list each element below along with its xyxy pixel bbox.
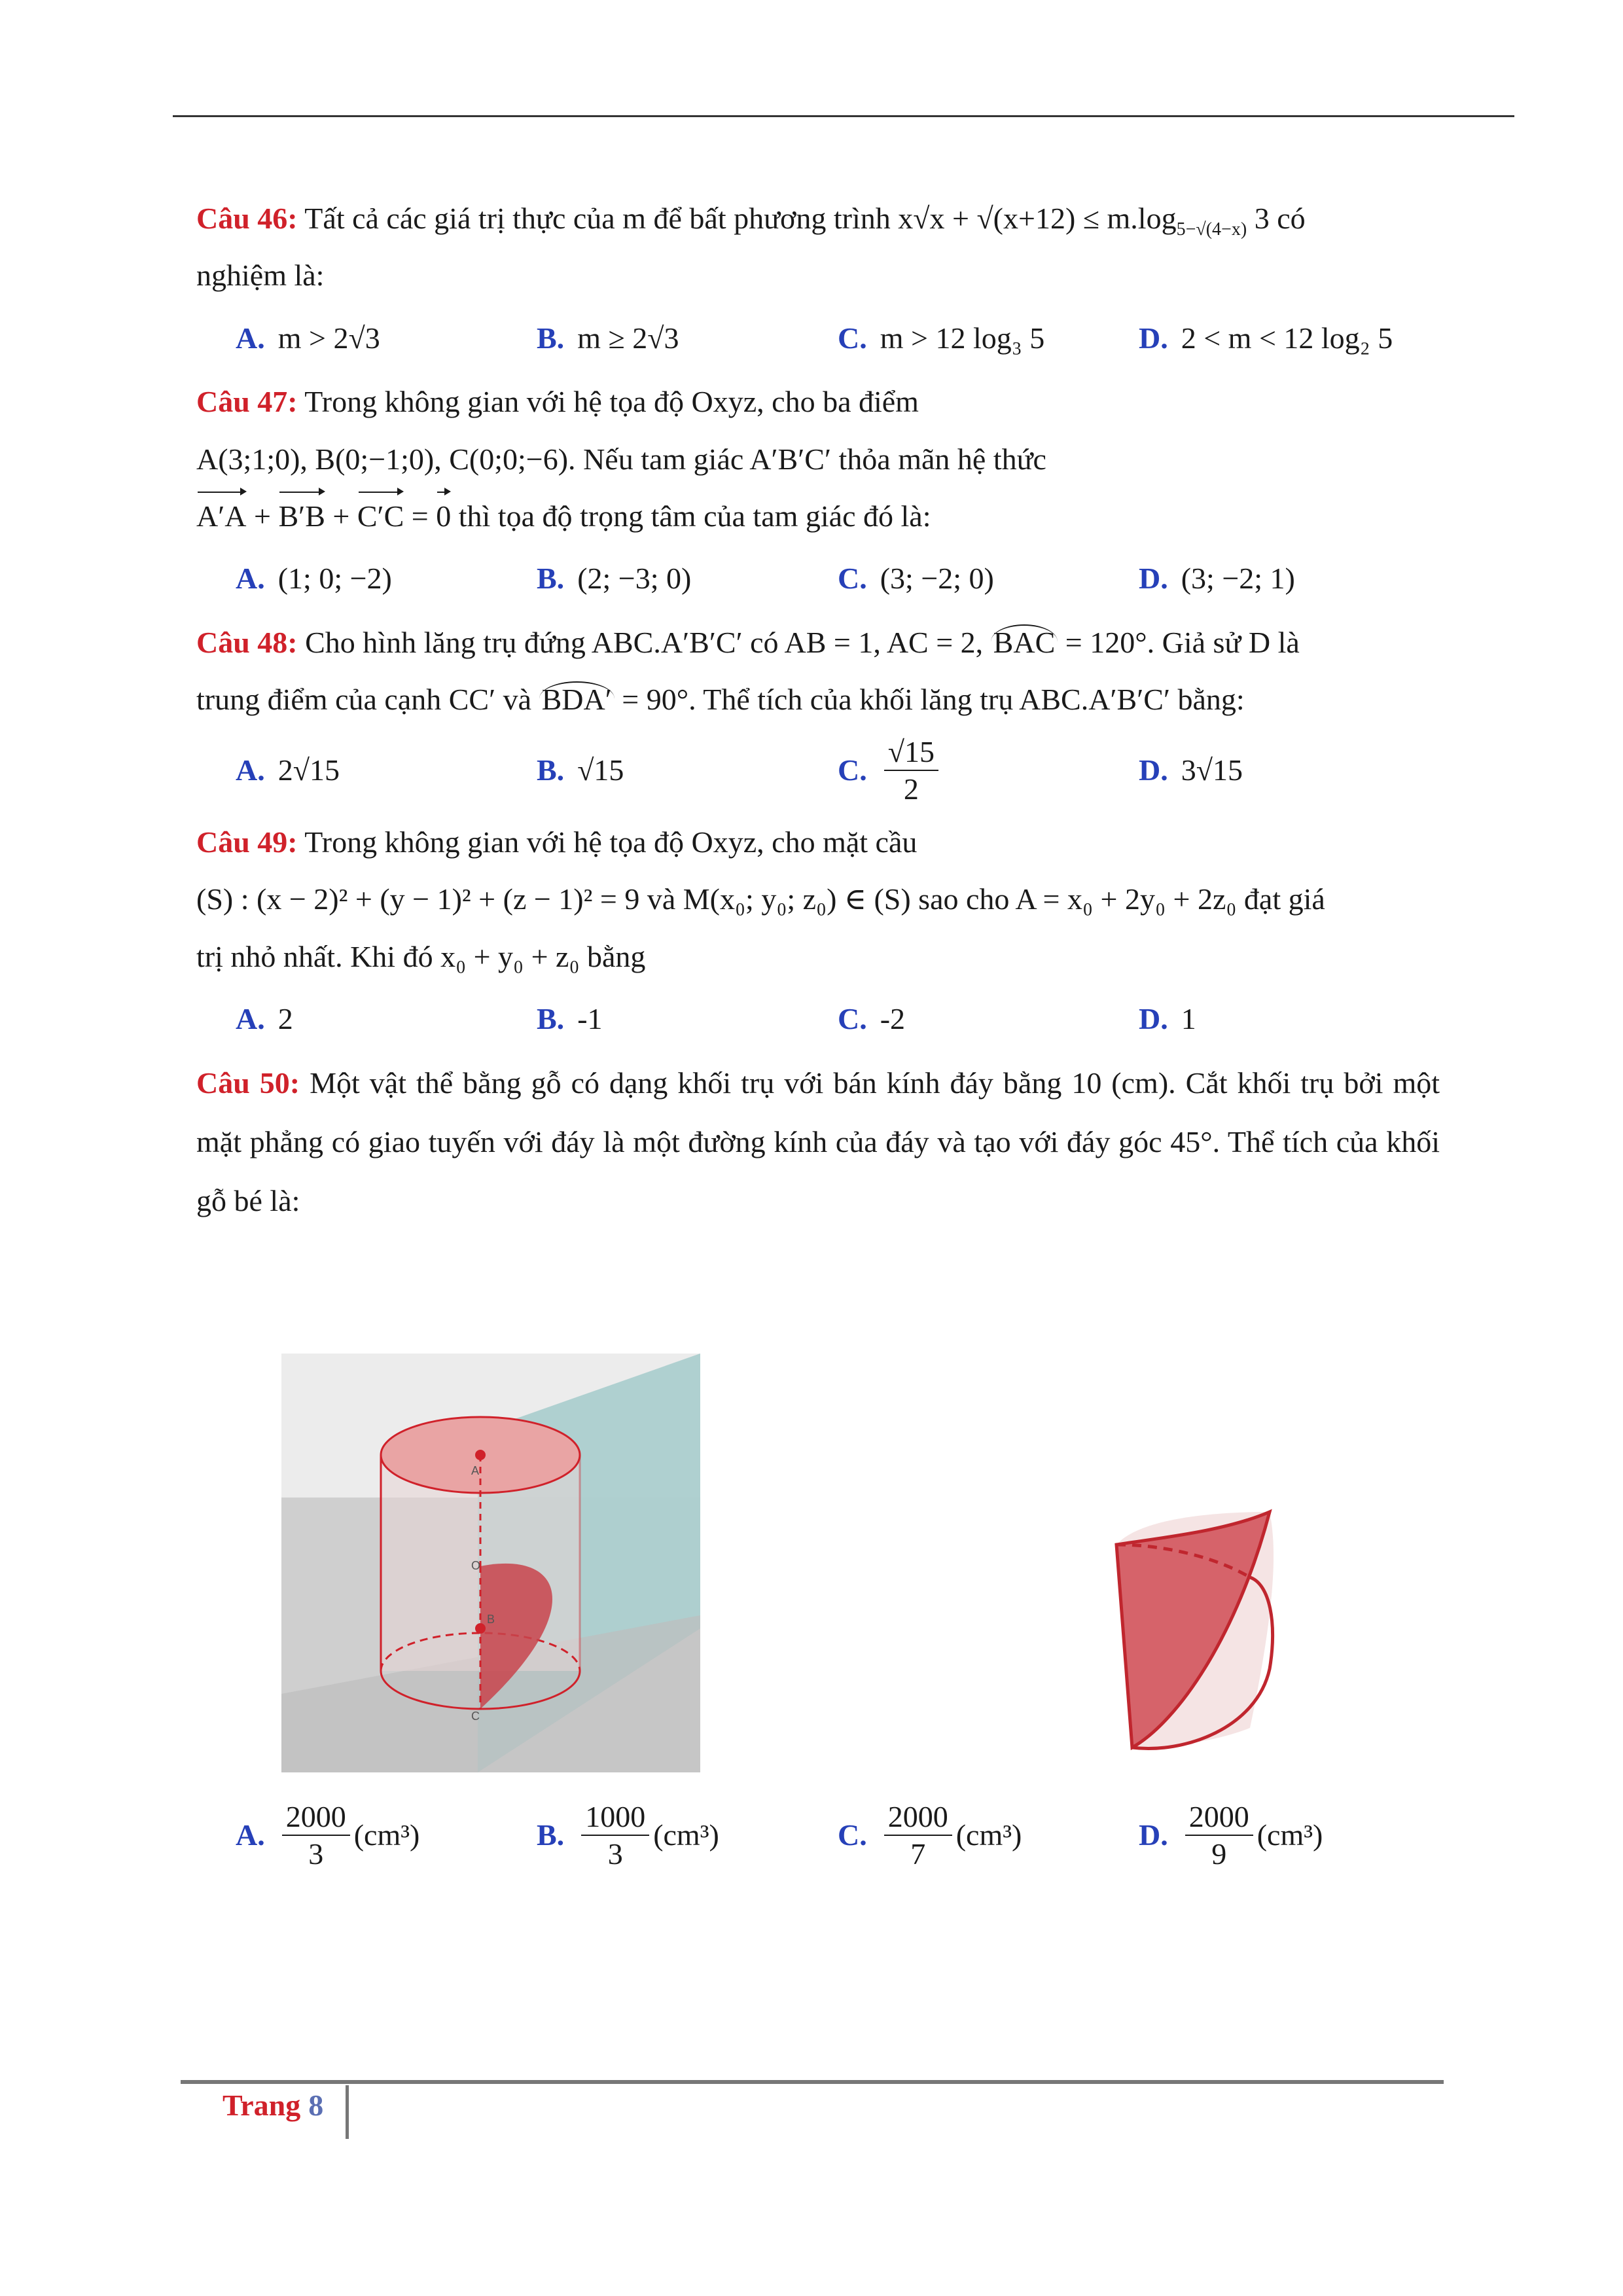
option-value: √15 bbox=[577, 753, 624, 787]
page-number: 8 bbox=[308, 2089, 324, 2122]
numerator: √15 bbox=[884, 734, 938, 771]
option-value: (3; −2; 1) bbox=[1181, 562, 1295, 596]
numerator: 2000 bbox=[1185, 1799, 1253, 1836]
options-50 bbox=[236, 1799, 1440, 1872]
option-letter: C. bbox=[838, 321, 867, 355]
option-d[interactable] bbox=[1139, 1799, 1440, 1872]
question-49 bbox=[196, 814, 1440, 985]
options-46 bbox=[236, 310, 1440, 367]
question-label: Câu 50: bbox=[196, 1066, 300, 1100]
option-letter: B. bbox=[537, 1818, 565, 1852]
option-letter: B. bbox=[537, 562, 565, 596]
question-text-b: = 90°. Thể tích của khối lăng trụ ABC.A′B′C′ bằng: bbox=[622, 683, 1245, 717]
option-value: 2 bbox=[277, 1002, 293, 1036]
option-c[interactable] bbox=[838, 734, 1139, 807]
unit: (cm³) bbox=[653, 1818, 719, 1852]
inequality-expression: x√x + √(x+12) ≤ m.log bbox=[898, 202, 1177, 235]
vector-c: C′C bbox=[357, 488, 404, 545]
option-letter: B. bbox=[537, 753, 565, 787]
option-b[interactable] bbox=[537, 734, 838, 807]
denominator: 9 bbox=[1211, 1837, 1227, 1871]
question-50 bbox=[196, 1054, 1440, 1230]
unit: (cm³) bbox=[353, 1818, 420, 1852]
option-letter: C. bbox=[838, 562, 867, 596]
option-d[interactable] bbox=[1139, 550, 1440, 607]
denominator: 7 bbox=[910, 1837, 926, 1871]
option-value: (3; −2; 0) bbox=[880, 562, 994, 596]
option-letter: A. bbox=[236, 321, 265, 355]
question-text: Một vật thể bằng gỗ có dạng khối trụ với bán kính đáy bằng 10 (cm). Cắt khối trụ bởi một mặt phẳng có giao tuyến với đáy là một đường kính của đáy và tạo với đáy góc 45°. Thể tích của khối gỗ bé là: bbox=[196, 1066, 1440, 1217]
option-letter: B. bbox=[537, 1002, 565, 1036]
option-value: 2√15 bbox=[277, 753, 340, 787]
options-47 bbox=[236, 550, 1440, 607]
option-value: m > 2√3 bbox=[277, 321, 380, 355]
option-a[interactable] bbox=[236, 734, 537, 807]
numerator: 2000 bbox=[282, 1799, 350, 1836]
question-text-continued: trung điểm của cạnh CC′ và bbox=[196, 683, 532, 717]
question-text: Trong không gian với hệ tọa độ Oxyz, cho ba điểm bbox=[304, 385, 919, 419]
zero-vector: 0 bbox=[436, 488, 451, 545]
point-a bbox=[475, 1450, 486, 1460]
option-c[interactable] bbox=[838, 1799, 1139, 1872]
question-text-mid: và M(x₀; y₀; z₀) ∈ (S) sao cho A = x₀ + 2y₀ + 2z₀ đạt giá bbox=[647, 882, 1325, 916]
question-text-mid: Nếu tam giác A′B′C′ thỏa mãn hệ thức bbox=[583, 442, 1046, 476]
option-c[interactable] bbox=[838, 310, 1139, 367]
point-b bbox=[475, 1623, 486, 1634]
option-letter: C. bbox=[838, 1818, 867, 1852]
option-a[interactable] bbox=[236, 550, 537, 607]
question-text-end: thì tọa độ trọng tâm của tam giác đó là: bbox=[458, 499, 931, 533]
fraction bbox=[884, 1799, 952, 1872]
fraction bbox=[282, 1799, 350, 1872]
question-text: Cho hình lăng trụ đứng ABC.A′B′C′ có AB = 1, AC = 2, bbox=[305, 625, 984, 659]
question-label: Câu 49: bbox=[196, 825, 298, 859]
question-46 bbox=[196, 190, 1440, 304]
label-b: B bbox=[487, 1613, 495, 1626]
angle-bda: BDA′ bbox=[539, 681, 615, 716]
footer-label: Trang bbox=[223, 2089, 301, 2122]
option-value: 3√15 bbox=[1181, 753, 1243, 787]
option-letter: A. bbox=[236, 753, 265, 787]
options-49 bbox=[236, 990, 1440, 1047]
option-c[interactable] bbox=[838, 990, 1139, 1047]
option-d[interactable] bbox=[1139, 734, 1440, 807]
wedge-piece-figure bbox=[1106, 1505, 1289, 1754]
question-text: Trong không gian với hệ tọa độ Oxyz, cho mặt cầu bbox=[304, 825, 918, 859]
option-value: 1 bbox=[1181, 1002, 1196, 1036]
option-letter: D. bbox=[1139, 1818, 1168, 1852]
option-a[interactable] bbox=[236, 1799, 537, 1872]
option-d[interactable] bbox=[1139, 310, 1440, 367]
option-value: 2 < m < 12 log₂ 5 bbox=[1181, 321, 1393, 355]
option-value: (1; 0; −2) bbox=[277, 562, 392, 596]
log-base: 5−√(4−x) bbox=[1176, 219, 1247, 240]
points-list: A(3;1;0), B(0;−1;0), C(0;0;−6). bbox=[196, 442, 576, 476]
option-letter: D. bbox=[1139, 753, 1168, 787]
angle-bac: BAC bbox=[991, 624, 1058, 659]
option-b[interactable] bbox=[537, 1799, 838, 1872]
unit: (cm³) bbox=[1257, 1818, 1323, 1852]
option-b[interactable] bbox=[537, 990, 838, 1047]
page-footer bbox=[223, 2088, 323, 2123]
numerator: 2000 bbox=[884, 1799, 952, 1836]
option-b[interactable] bbox=[537, 310, 838, 367]
question-text-continued: nghiệm là: bbox=[196, 259, 325, 293]
options-50-wrap bbox=[196, 1793, 1440, 1878]
denominator: 3 bbox=[308, 1837, 324, 1871]
option-c[interactable] bbox=[838, 550, 1139, 607]
label-a: A bbox=[471, 1464, 480, 1477]
options-48 bbox=[236, 734, 1440, 807]
expression-end: 3 có bbox=[1254, 202, 1306, 235]
option-letter: C. bbox=[838, 1002, 867, 1036]
unit: (cm³) bbox=[955, 1818, 1022, 1852]
option-value: -1 bbox=[577, 1002, 603, 1036]
option-letter: D. bbox=[1139, 321, 1168, 355]
fraction bbox=[1185, 1799, 1253, 1872]
option-a[interactable] bbox=[236, 990, 537, 1047]
option-d[interactable] bbox=[1139, 990, 1440, 1047]
option-letter: A. bbox=[236, 1818, 265, 1852]
question-label: Câu 48: bbox=[196, 625, 298, 659]
header-rule bbox=[173, 115, 1514, 117]
question-text-a: = 120°. Giả sử D là bbox=[1065, 625, 1300, 659]
question-text-continued: trị nhỏ nhất. Khi đó x₀ + y₀ + z₀ bằng bbox=[196, 939, 646, 973]
question-48 bbox=[196, 614, 1440, 728]
exam-page bbox=[196, 190, 1440, 1230]
cylinder-cut-figure bbox=[281, 1354, 700, 1772]
question-label: Câu 46: bbox=[196, 202, 298, 235]
option-value: m > 12 log₃ 5 bbox=[880, 321, 1045, 355]
numerator: 1000 bbox=[581, 1799, 649, 1836]
footer-divider bbox=[346, 2085, 349, 2139]
question-label: Câu 47: bbox=[196, 385, 298, 419]
vector-a: A′A bbox=[196, 488, 247, 545]
option-letter: B. bbox=[537, 321, 565, 355]
option-letter: D. bbox=[1139, 1002, 1168, 1036]
option-letter: A. bbox=[236, 562, 265, 596]
sphere-equation: (S) : (x − 2)² + (y − 1)² + (z − 1)² = 9 bbox=[196, 882, 640, 916]
option-letter: D. bbox=[1139, 562, 1168, 596]
vector-b: B′B bbox=[278, 488, 325, 545]
question-47: Câu 47: Trong không gian với hệ tọa độ Oxyz, cho ba điểm A(3;1;0), B(0;−1;0), C(0;0;−6). Nếu tam giác A′B′C′ thỏa mãn hệ thức A′A + B′B + C′C = 0 thì tọa độ trọng tâm của tam giác đó là: bbox=[196, 373, 1440, 545]
option-value: (2; −3; 0) bbox=[577, 562, 692, 596]
option-b[interactable] bbox=[537, 550, 838, 607]
question-text: Tất cả các giá trị thực của m để bất phương trình bbox=[304, 202, 891, 235]
option-a[interactable] bbox=[236, 310, 537, 367]
option-value: m ≥ 2√3 bbox=[577, 321, 679, 355]
option-letter: A. bbox=[236, 1002, 265, 1036]
option-letter: C. bbox=[838, 753, 867, 787]
denominator: 3 bbox=[607, 1837, 623, 1871]
label-c: C bbox=[471, 1710, 480, 1723]
fraction bbox=[884, 734, 938, 807]
fraction bbox=[581, 1799, 649, 1872]
denominator: 2 bbox=[903, 772, 919, 806]
option-value: -2 bbox=[880, 1002, 906, 1036]
label-o: O bbox=[471, 1559, 481, 1572]
footer-rule bbox=[181, 2080, 1444, 2084]
